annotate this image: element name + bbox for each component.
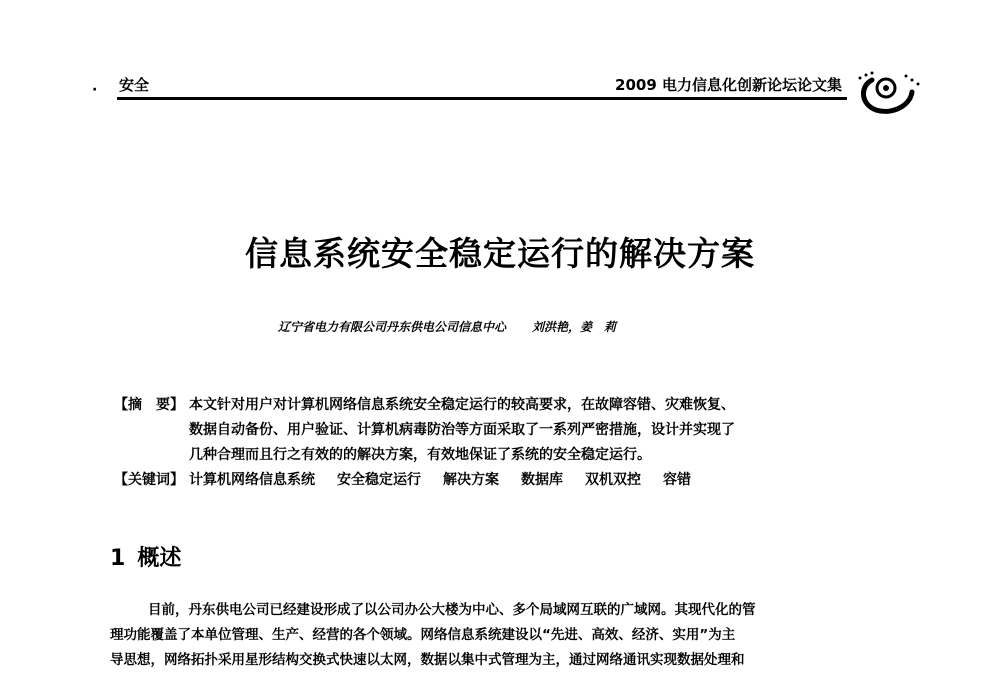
abstract-text: 本文针对用户对计算机网络信息系统安全稳定运行的较高要求，在故障容错、灾难恢复、 — [189, 397, 735, 413]
body-line: 导思想，网络拓扑采用星形结构交换式快速以太网，数据以集中式管理为主，通过网络通讯实现数据处理和 — [110, 652, 745, 668]
keyword: 容错 — [663, 472, 691, 488]
paper-title: 信息系统安全稳定运行的解决方案 — [245, 234, 755, 273]
abstract-line: 几种合理而且行之有效的的解决方案，有效地保证了系统的安全稳定运行。 — [189, 447, 651, 463]
affiliation: 辽宁省电力有限公司丹东供电公司信息中心 — [278, 320, 507, 334]
authors: 刘洪艳，姜 莉 — [532, 320, 617, 334]
header-section-label: 安全 — [119, 76, 150, 94]
header-collection-title: 2009 电力信息化创新论坛论文集 — [615, 76, 842, 94]
conference-logo-icon — [852, 66, 924, 116]
body-line: 理功能覆盖了本单位管理、生产、经营的各个领域。网络信息系统建设以“先进、高效、经济、实用”为主 — [110, 627, 736, 643]
section-number: 1 — [110, 546, 126, 571]
section-title: 概述 — [137, 546, 182, 571]
keyword: 计算机网络信息系统 — [189, 472, 315, 488]
section-heading — [110, 541, 181, 572]
abstract-block — [114, 393, 874, 493]
keyword: 数据库 — [521, 472, 563, 488]
body-line: 目前，丹东供电公司已经建设形成了以公司办公大楼为中心、多个局域网互联的广域网。其现代化的管 — [148, 602, 756, 618]
keywords-label: 【关键词】 — [114, 472, 184, 488]
keyword: 双机双控 — [585, 472, 641, 488]
abstract-label: 【摘 要】 — [114, 397, 184, 413]
abstract-line — [114, 393, 874, 418]
body-paragraph — [110, 598, 910, 673]
header-dot: · — [92, 82, 98, 98]
header-rule — [117, 97, 847, 100]
abstract-line: 数据自动备份、用户验证、计算机病毒防治等方面采取了一系列严密措施，设计并实现了 — [189, 422, 735, 438]
byline — [278, 318, 616, 335]
keyword: 安全稳定运行 — [337, 472, 421, 488]
keyword: 解决方案 — [443, 472, 499, 488]
keywords-line — [114, 468, 874, 493]
